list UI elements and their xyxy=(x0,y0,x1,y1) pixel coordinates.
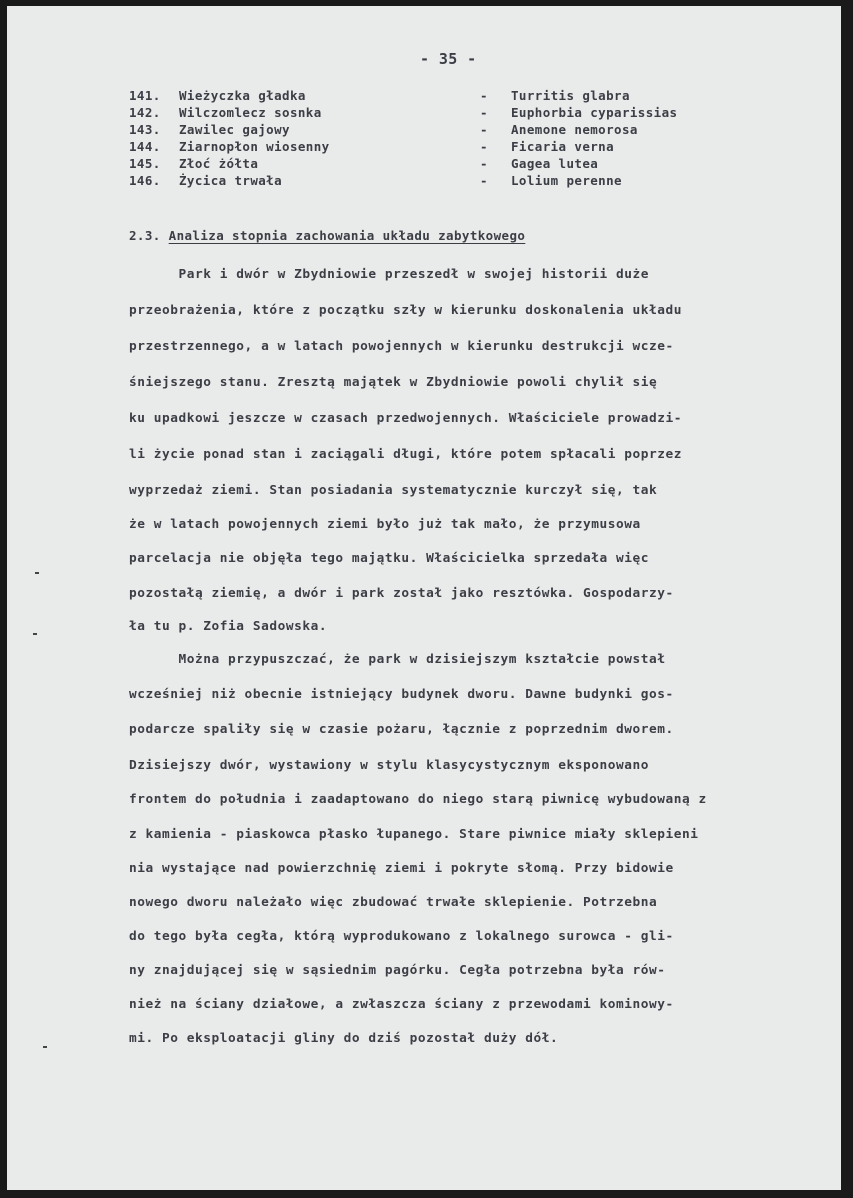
text-line: frontem do południa i zaadaptowano do niego starą piwnicę wybudowaną z xyxy=(129,792,707,807)
plant-dash: - xyxy=(480,88,488,103)
text-line: Można przypuszczać, że park w dzisiejszym kształcie powstał xyxy=(129,652,666,667)
plant-polish-name: Życica trwała xyxy=(179,173,283,188)
plant-polish-name: Zawilec gajowy xyxy=(179,122,290,137)
document-page xyxy=(7,6,841,1190)
plant-latin-name: Ficaria verna xyxy=(511,139,615,154)
plant-latin-name: Turritis glabra xyxy=(511,88,630,103)
text-line: do tego była cegła, którą wyprodukowano z lokalnego surowca - gli- xyxy=(129,929,674,944)
plant-latin-name: Lolium perenne xyxy=(511,173,622,188)
plant-number: 145. xyxy=(129,156,161,171)
margin-mark xyxy=(35,572,39,574)
text-line: ła tu p. Zofia Sadowska. xyxy=(129,619,328,634)
text-line: z kamienia - piaskowca płasko łupanego. Stare piwnice miały sklepieni xyxy=(129,827,699,842)
plant-number: 144. xyxy=(129,139,161,154)
text-line: że w latach powojennych ziemi było już tak mało, że przymusowa xyxy=(129,517,641,532)
section-heading xyxy=(129,228,525,243)
plant-polish-name: Wilczomlecz sosnka xyxy=(179,105,322,120)
text-line: mi. Po eksploatacji gliny do dziś pozostał duży dół. xyxy=(129,1031,559,1046)
text-line: przestrzennego, a w latach powojennych w kierunku destrukcji wcze- xyxy=(129,339,674,354)
text-line: Dzisiejszy dwór, wystawiony w stylu klasycystycznym eksponowano xyxy=(129,758,650,773)
page-number: - 35 - xyxy=(420,50,477,68)
text-line: wcześniej niż obecnie istniejący budynek dworu. Dawne budynki gos- xyxy=(129,687,674,702)
plant-number: 141. xyxy=(129,88,161,103)
text-line: wyprzedaż ziemi. Stan posiadania systematycznie kurczył się, tak xyxy=(129,483,658,498)
margin-mark xyxy=(33,633,37,635)
section-number: 2.3. xyxy=(129,228,161,243)
text-line: śniejszego stanu. Zresztą majątek w Zbydniowie powoli chylił się xyxy=(129,375,658,390)
plant-polish-name: Złoć żółta xyxy=(179,156,259,171)
plant-polish-name: Wieżyczka gładka xyxy=(179,88,306,103)
text-line: nież na ściany działowe, a zwłaszcza ściany z przewodami kominowy- xyxy=(129,997,674,1012)
margin-mark xyxy=(43,1046,47,1048)
text-line: ku upadkowi jeszcze w czasach przedwojennych. Właściciele prowadzi- xyxy=(129,411,683,426)
plant-number: 146. xyxy=(129,173,161,188)
text-line: podarcze spaliły się w czasie pożaru, łącznie z poprzednim dworem. xyxy=(129,722,674,737)
text-line: ny znajdującej się w sąsiednim pagórku. Cegła potrzebna była rów- xyxy=(129,963,666,978)
plant-dash: - xyxy=(480,173,488,188)
plant-dash: - xyxy=(480,105,488,120)
text-line: przeobrażenia, które z początku szły w kierunku doskonalenia układu xyxy=(129,303,683,318)
section-title: Analiza stopnia zachowania układu zabytkowego xyxy=(168,228,526,243)
plant-polish-name: Ziarnopłon wiosenny xyxy=(179,139,330,154)
plant-number: 142. xyxy=(129,105,161,120)
plant-latin-name: Anemone nemorosa xyxy=(511,122,638,137)
text-line: parcelacja nie objęła tego majątku. Właścicielka sprzedała więc xyxy=(129,551,650,566)
text-line: li życie ponad stan i zaciągali długi, które potem spłacali poprzez xyxy=(129,447,683,462)
plant-dash: - xyxy=(480,156,488,171)
plant-number: 143. xyxy=(129,122,161,137)
plant-latin-name: Euphorbia cyparissias xyxy=(511,105,678,120)
plant-latin-name: Gagea lutea xyxy=(511,156,599,171)
text-line: pozostałą ziemię, a dwór i park został jako resztówka. Gospodarzy- xyxy=(129,586,674,601)
text-line: nia wystające nad powierzchnię ziemi i pokryte słomą. Przy bidowie xyxy=(129,861,674,876)
text-line: Park i dwór w Zbydniowie przeszedł w swojej historii duże xyxy=(129,267,650,282)
plant-dash: - xyxy=(480,139,488,154)
text-line: nowego dworu należało więc zbudować trwałe sklepienie. Potrzebna xyxy=(129,895,658,910)
plant-dash: - xyxy=(480,122,488,137)
